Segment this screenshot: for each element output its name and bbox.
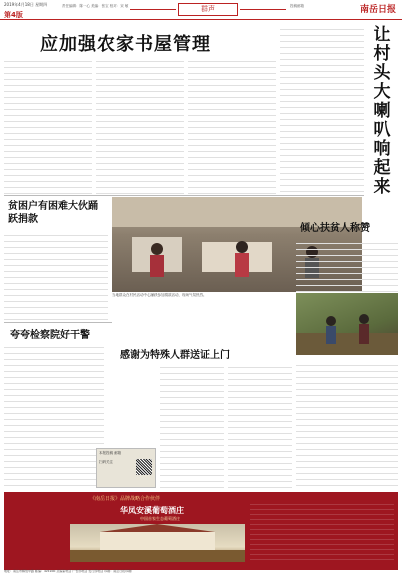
banner-title: 华凤安溪葡萄酒庄 [120,505,184,515]
section-title: 群声 [178,3,238,16]
vertical-headline: 让村头大喇叭响起来 [373,25,391,197]
headline-4: 倾心扶贫人称赞 [300,223,370,234]
banner-subtitle: 中国首家生态葡萄酒庄 [140,516,180,521]
winery-image [70,524,245,562]
headline-2: 贫困户有困难大伙踊跃捐款 [8,201,98,225]
submission-ad [96,448,156,488]
article5-column-2 [228,362,292,488]
ad-line-1: 本报投稿 邮箱 [99,451,122,455]
article-column-4 [280,24,364,194]
article2-column [4,230,108,322]
article-column-3 [188,56,276,194]
article-column-1 [4,56,92,194]
qr-code-icon [136,459,152,475]
header-rule-right [240,9,286,10]
masthead-logo: 南岳日报 [359,5,396,15]
page-footer: 地址：南岳市解放中路 邮编：421900 总编室电话 广告部电话 发行部电话 印刷：南岳日报印刷厂 [4,569,135,573]
banner-partner-text: 《南岳日报》品牌战略合作伙伴 [90,496,161,502]
contact-info: 投稿邮箱 [290,4,304,8]
photo-caption: 当地群众在村民活动中心踊跃参加捐款活动，现场气氛热烈。 [112,293,207,297]
main-headline: 应加强农家书屋管理 [40,34,211,55]
field-photo [296,293,398,355]
article-column-2 [96,56,184,194]
article3-column [4,342,104,488]
article5-column-1 [160,362,224,488]
page-number: 第4版 [4,11,23,19]
header-rule-left [130,9,176,10]
editor-credits: 责任编辑：陈一心 美编：张宝 校对：宋 敏 [62,4,129,8]
article4-column [296,238,398,292]
article6-column [296,360,398,488]
banner-description [250,500,394,564]
headline-5: 感谢为特殊人群送证上门 [120,350,230,361]
headline-3: 夸夸检察院好干警 [10,330,90,341]
section-divider [4,195,364,196]
section-divider-2 [4,322,112,323]
ad-line-2: 扫码关注 [99,460,113,464]
date-line: 2019年4月18日 星期四 [4,2,48,7]
